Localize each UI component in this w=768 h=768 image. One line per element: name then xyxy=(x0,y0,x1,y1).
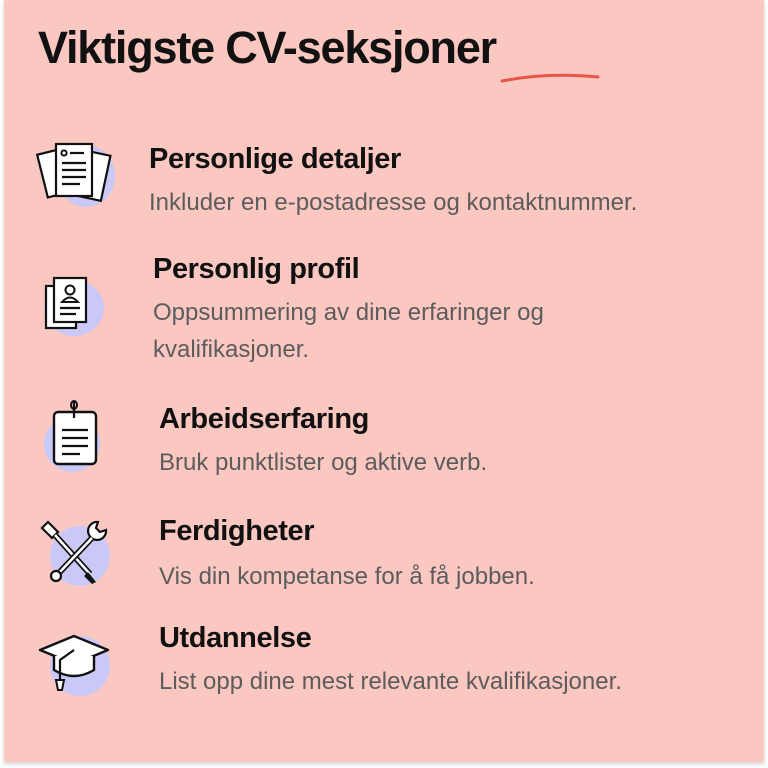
section-description: Bruk punktlister og aktive verb. xyxy=(159,449,488,476)
section-description: Oppsummering av dine erfaringer og kvalifikasjoner. xyxy=(153,299,544,363)
section-heading: Utdannelse xyxy=(159,622,312,654)
graduation-cap-icon xyxy=(36,624,116,704)
documents-icon xyxy=(36,134,116,214)
clipboard-icon xyxy=(36,398,116,478)
section-heading: Personlige detaljer xyxy=(149,143,401,175)
section-description: Inkluder en e-postadresse og kontaktnummer. xyxy=(149,189,638,216)
section-heading: Ferdigheter xyxy=(159,515,315,547)
profile-document-icon xyxy=(32,262,112,342)
infographic-card xyxy=(4,0,764,762)
section-heading: Arbeidserfaring xyxy=(159,403,369,435)
section-heading: Personlig profil xyxy=(153,253,360,285)
title-underline xyxy=(498,70,602,86)
brush-wrench-icon xyxy=(36,512,116,592)
section-description: Vis din kompetanse for å få jobben. xyxy=(159,563,535,590)
section-description: List opp dine mest relevante kvalifikasjoner. xyxy=(159,668,622,695)
page-title: Viktigste CV-seksjoner xyxy=(38,22,496,73)
